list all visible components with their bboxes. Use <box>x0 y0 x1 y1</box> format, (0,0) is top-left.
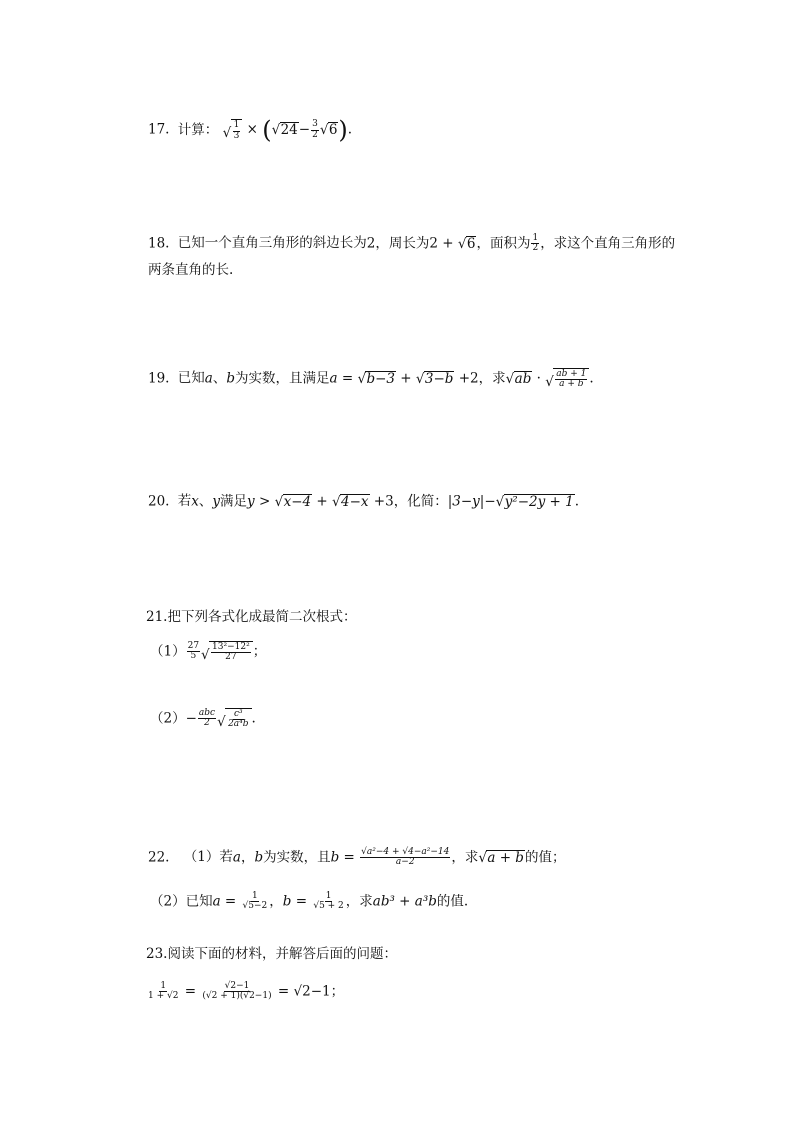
question-20: 20. 若x、y满足y > √ x−4 + √ 4−x +3，化简：|3−y|− √ y²−2y + 1. <box>148 493 580 510</box>
question-21: 21.把下列各式化成最简二次根式： <box>146 609 357 625</box>
question-19: 19. 已知a、b为实数，且满足a = √ b−3 + √ 3−b +2，求 √ ab · √ $\frac{ab + 1}{a + b}$ . <box>148 369 594 391</box>
question-number: 17. <box>148 121 170 138</box>
sqrt-expression: √ $\frac{1}{3}$ <box>223 119 243 141</box>
question-23-example: $\frac{1}{1 + √2}$ = $\frac{√2-1}{(√2 + 1)(√2-1)}$ = √2−1； <box>148 981 345 1002</box>
question-number: 20. <box>148 493 170 510</box>
question-22: 22. （1）若a，b为实数，且b = $\frac{\text{√a²−4 + √4−a²−14}}{a-2}$ ，求 √ a + b的值； <box>148 847 566 868</box>
question-number: 23. <box>146 946 168 962</box>
question-18-line2: 两条直角的长. <box>148 262 234 278</box>
question-18: 18. 已知一个直角三角形的斜边长为2，周长为2 + √ 6，面积为 $\frac{1}{2}$ ，求这个直角三角形的 <box>148 233 676 254</box>
question-number: 22. <box>148 849 170 866</box>
question-number: 18. <box>148 235 170 252</box>
question-17: 17. 计算： √ $\frac{1}{3}$ × ( √ 24− $\frac{3}{2}$ √ 6). <box>148 116 353 144</box>
question-23: 23.阅读下面的材料，并解答后面的问题： <box>146 946 397 962</box>
question-21-part2: （2）− $\frac{\text{abc}}{2}$ √ $\frac{\text{c³}}{\text{2a⁴b}}$ . <box>150 708 256 731</box>
question-number: 21. <box>146 609 168 625</box>
question-label: 计算： <box>177 121 219 138</box>
question-number: 19. <box>148 370 170 387</box>
question-21-part1: （1） $\frac{27}{5}$ √ $\frac{\text{13²−12²}}{27}$ ； <box>150 641 267 664</box>
question-22-part2: （2）已知a = $\frac{1}{√5-2}$ ，b = $\frac{1}{√5 + 2}$ ，求ab³ + a³b的值. <box>150 891 469 912</box>
